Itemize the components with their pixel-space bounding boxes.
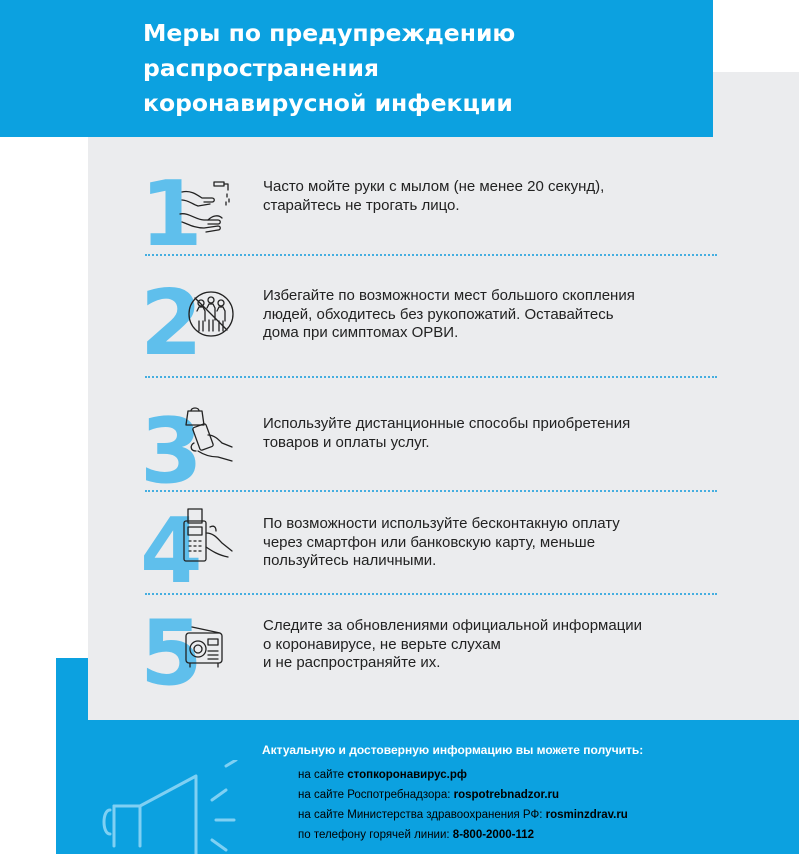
divider	[145, 376, 717, 378]
rospotrebnadzor-link[interactable]: rospotrebnadzor.ru	[453, 789, 560, 801]
measure-item-2	[140, 271, 720, 376]
measure-number: 5	[140, 601, 201, 706]
footer-line	[298, 828, 534, 843]
divider	[145, 593, 717, 595]
contactless-payment-icon	[180, 507, 240, 571]
measure-text-line: Часто мойте руки с мылом (не менее 20 секунд),	[263, 178, 605, 195]
header-banner	[0, 0, 713, 137]
title-line-1: Меры по предупреждению	[143, 19, 516, 47]
measure-text-line: Избегайте по возможности мест большого скопления	[263, 287, 635, 304]
measure-text-line: старайтесь не трогать лицо.	[263, 196, 460, 214]
footer-line-prefix: на сайте Роспотребнадзора:	[298, 789, 454, 801]
measure-text-line: людей, обходитесь без рукопожатий. Оставайтесь	[263, 305, 614, 323]
footer-line-prefix: на сайте Министерства здравоохранения РФ:	[298, 809, 546, 821]
hotline-phone[interactable]: 8-800-2000-112	[452, 829, 535, 841]
footer-line	[298, 808, 628, 823]
measure-text-line: По возможности используйте бесконтакную оплату	[263, 515, 620, 532]
measure-text	[263, 515, 713, 571]
divider	[145, 490, 717, 492]
measure-number: 1	[140, 162, 201, 267]
measure-text	[263, 178, 713, 215]
title-line-2: распространения	[143, 54, 380, 82]
footer-info	[262, 742, 782, 758]
footer-line	[298, 768, 467, 783]
measure-number: 2	[140, 271, 201, 376]
phone-shopping-icon	[178, 407, 238, 471]
footer-line-prefix: на сайте	[298, 769, 348, 781]
measure-number: 4	[140, 499, 201, 604]
measure-text	[263, 415, 713, 452]
measure-item-3	[140, 399, 720, 504]
title-line-3: коронавирусной инфекции	[143, 89, 513, 117]
measure-text-line: Используйте дистанционные способы приобретения	[263, 415, 631, 432]
radio-icon	[184, 619, 244, 683]
measure-item-4	[140, 499, 720, 604]
measure-text-line: о коронавирусе, не верьте слухам	[263, 635, 501, 653]
website-link[interactable]: стопкоронавирус.рф	[347, 769, 467, 781]
divider	[145, 254, 717, 256]
footer-lead: Актуальную и достоверную информацию вы можете получить:	[262, 743, 644, 757]
rosminzdrav-link[interactable]: rosminzdrav.ru	[545, 809, 628, 821]
page-title	[143, 16, 663, 121]
measure-text-line: дома при симптомах ОРВИ.	[263, 324, 459, 341]
megaphone-icon	[100, 760, 260, 854]
measure-item-1	[140, 162, 720, 267]
measure-text-line: через смартфон или банковскую карту, меньше	[263, 533, 596, 551]
crowd-forbidden-icon	[186, 289, 236, 339]
measure-text-line: и не распространяйте их.	[263, 654, 441, 671]
measure-text	[263, 617, 713, 673]
footer-line-prefix: по телефону горячей линии:	[298, 829, 453, 841]
handwash-icon	[178, 178, 238, 242]
measure-text-line: товаров и оплаты услуг.	[263, 433, 430, 451]
measure-text	[263, 287, 713, 343]
measure-number: 3	[140, 399, 201, 504]
measure-item-5	[140, 601, 720, 706]
footer-line	[298, 788, 559, 803]
measure-text-line: Следите за обновлениями официальной информации	[263, 617, 643, 634]
measure-text-line: пользуйтесь наличными.	[263, 552, 437, 569]
